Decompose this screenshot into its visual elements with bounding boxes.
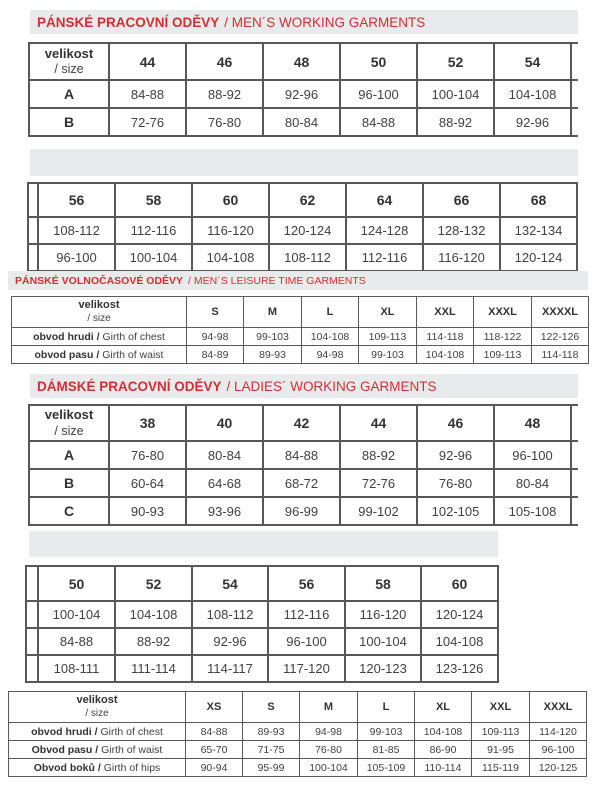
size-column-header: XS (186, 692, 243, 723)
size-value-cell: 81-85 (358, 741, 415, 759)
table-edge-sliver (571, 469, 578, 497)
size-value-cell: 108-112 (192, 601, 268, 628)
size-table-row (29, 80, 578, 108)
size-value-cell: 104-108 (115, 601, 192, 628)
size-value-cell: 108-112 (269, 244, 346, 271)
size-column-header: S (187, 297, 244, 328)
size-column-header: 38 (109, 405, 186, 441)
size-value-cell: 93-96 (186, 497, 263, 525)
size-value-cell: 84-89 (187, 346, 244, 364)
size-column-header: 60 (421, 566, 498, 601)
section-title-cs: PÁNSKÉ VOLNOČASOVÉ ODĚVY (15, 274, 184, 287)
section-title-cs: PÁNSKÉ PRACOVNÍ ODĚVY (37, 14, 220, 30)
table-edge-sliver (26, 628, 38, 655)
size-value-cell: 84-88 (263, 441, 340, 469)
size-value-cell: 114-120 (530, 723, 587, 741)
size-column-header: XXL (417, 297, 474, 328)
measurement-label-en: Girth of chest (100, 725, 163, 738)
size-column-header: 58 (115, 183, 192, 217)
size-value-cell: 104-108 (417, 346, 474, 364)
measurement-label (9, 723, 186, 741)
size-value-cell: 80-84 (186, 441, 263, 469)
section-title-cs: DÁMSKÉ PRACOVNÍ ODĚVY (37, 378, 222, 394)
size-column-header: 62 (269, 183, 346, 217)
size-column-header: 46 (186, 43, 263, 80)
size-value-cell: 117-120 (268, 655, 345, 682)
size-value-cell: 109-113 (472, 723, 530, 741)
size-value-cell: 68-72 (263, 469, 340, 497)
size-value-cell: 100-104 (115, 244, 192, 271)
size-value-cell: 104-108 (192, 244, 269, 271)
size-value-cell: 84-88 (186, 723, 243, 741)
size-column-header: 48 (494, 405, 571, 441)
measurement-label (12, 328, 187, 346)
measurement-label-en: Girth of waist (102, 348, 164, 361)
size-column-header: S (243, 692, 300, 723)
size-column-header: 58 (345, 566, 421, 601)
measurement-label-en: Girth of waist (101, 743, 163, 756)
size-table-header-row (9, 692, 587, 723)
size-value-cell: 90-93 (109, 497, 186, 525)
size-table-row (12, 346, 589, 364)
size-value-cell: 84-88 (38, 628, 115, 655)
section-divider-bar (30, 149, 578, 176)
size-table-row (9, 741, 587, 759)
size-column-header: 56 (38, 183, 115, 217)
size-value-cell: 84-88 (340, 108, 417, 136)
table-edge-sliver (571, 497, 578, 525)
section-title-en: / MEN´S WORKING GARMENTS (224, 14, 426, 30)
size-value-cell: 114-117 (192, 655, 268, 682)
section-header-mens-leisure (8, 271, 588, 290)
size-table-row (26, 628, 498, 655)
size-value-cell: 122-126 (532, 328, 589, 346)
size-column-header: XL (359, 297, 417, 328)
size-table-row (26, 655, 498, 682)
size-table-row (29, 497, 578, 525)
size-value-cell: 72-76 (109, 108, 186, 136)
size-value-cell: 94-98 (300, 723, 358, 741)
size-column-header: XXL (472, 692, 530, 723)
size-value-cell: 110-114 (415, 759, 472, 777)
size-value-cell: 89-93 (244, 346, 302, 364)
size-label-line2: / size (87, 312, 111, 324)
size-column-header: 48 (263, 43, 340, 80)
size-column-header: M (244, 297, 302, 328)
size-value-cell: 111-114 (115, 655, 192, 682)
table-edge-sliver (26, 566, 38, 601)
size-column-header: 42 (263, 405, 340, 441)
section-title-en: / MEN´S LEISURE TIME GARMENTS (188, 274, 366, 287)
size-value-cell: 104-108 (421, 628, 498, 655)
size-value-cell: 118-122 (474, 328, 532, 346)
size-column-header: 64 (346, 183, 423, 217)
size-table-row (12, 328, 589, 346)
size-value-cell: 86-90 (415, 741, 472, 759)
measurement-label-cs: obvod pasu / (34, 348, 103, 361)
size-column-header: 40 (186, 405, 263, 441)
size-column-header: XL (415, 692, 472, 723)
size-table (11, 296, 589, 364)
size-column-header: 56 (268, 566, 345, 601)
size-value-cell: 115-119 (472, 759, 530, 777)
size-column-header: 54 (192, 566, 268, 601)
size-value-cell: 99-103 (358, 723, 415, 741)
size-value-cell: 124-128 (346, 217, 423, 244)
size-value-cell: 88-92 (417, 108, 494, 136)
size-column-header: 50 (340, 43, 417, 80)
size-table-row (26, 601, 498, 628)
ladies-measurements-table (8, 691, 587, 777)
size-value-cell: 72-76 (340, 469, 417, 497)
mens-leisure-table (11, 296, 589, 364)
section-divider-bar (29, 531, 498, 557)
size-label-header (29, 405, 109, 441)
size-table-header-row (29, 405, 578, 441)
size-column-header: L (358, 692, 415, 723)
size-value-cell: 88-92 (340, 441, 417, 469)
row-label: B (29, 469, 109, 497)
section-title-en: / LADIES´ WORKING GARMENTS (226, 378, 437, 394)
size-value-cell: 84-88 (109, 80, 186, 108)
row-label: C (29, 497, 109, 525)
section-header-mens-working (30, 10, 578, 34)
size-column-header: L (302, 297, 359, 328)
size-value-cell: 120-124 (500, 244, 577, 271)
table-edge-sliver (571, 43, 578, 80)
section-header-ladies-working (30, 374, 578, 398)
size-value-cell: 99-103 (244, 328, 302, 346)
size-value-cell: 100-104 (345, 628, 421, 655)
size-value-cell: 116-120 (345, 601, 421, 628)
size-label-line1: velikost (78, 299, 120, 312)
size-value-cell: 128-132 (423, 217, 500, 244)
size-value-cell: 65-70 (186, 741, 243, 759)
size-label-header (29, 43, 109, 80)
size-value-cell: 96-100 (340, 80, 417, 108)
row-label: B (29, 108, 109, 136)
size-value-cell: 92-96 (263, 80, 340, 108)
size-column-header: 68 (500, 183, 577, 217)
size-table-row (29, 469, 578, 497)
size-value-cell: 94-98 (187, 328, 244, 346)
size-table (25, 565, 499, 683)
size-table (27, 182, 578, 272)
size-value-cell: 96-100 (268, 628, 345, 655)
size-value-cell: 104-108 (415, 723, 472, 741)
size-value-cell: 105-108 (494, 497, 571, 525)
measurement-label-cs: Obvod pasu / (31, 743, 102, 756)
size-value-cell: 80-84 (263, 108, 340, 136)
size-label-line2: / size (85, 707, 109, 719)
size-column-header: XXXXL (532, 297, 589, 328)
size-table-header-row (26, 566, 498, 601)
size-value-cell: 76-80 (186, 108, 263, 136)
size-column-header: 60 (192, 183, 269, 217)
table-edge-sliver (571, 108, 578, 136)
size-table (28, 42, 578, 137)
size-table (28, 404, 578, 526)
size-value-cell: 90-94 (186, 759, 243, 777)
size-column-header: 52 (417, 43, 494, 80)
size-column-header: 66 (423, 183, 500, 217)
table-edge-sliver (571, 80, 578, 108)
size-value-cell: 108-111 (38, 655, 115, 682)
size-table-header-row (28, 183, 577, 217)
size-column-header: 50 (38, 566, 115, 601)
size-value-cell: 112-116 (268, 601, 345, 628)
size-column-header: 44 (340, 405, 417, 441)
size-column-header: M (300, 692, 358, 723)
measurement-label-cs: obvod hrudi / (33, 330, 103, 343)
size-value-cell: 96-100 (38, 244, 115, 271)
row-label: A (29, 80, 109, 108)
size-label-line1: velikost (76, 694, 118, 707)
size-value-cell: 96-99 (263, 497, 340, 525)
size-value-cell: 109-113 (474, 346, 532, 364)
size-table-header-row (12, 297, 589, 328)
measurement-label-en: Girth of chest (102, 330, 165, 343)
measurement-label (9, 759, 186, 777)
size-value-cell: 88-92 (115, 628, 192, 655)
size-label-line1: velikost (44, 407, 94, 423)
size-value-cell: 94-98 (302, 346, 359, 364)
size-value-cell: 120-124 (421, 601, 498, 628)
size-value-cell: 95-99 (243, 759, 300, 777)
table-edge-sliver (26, 601, 38, 628)
mens-sizes-table-56-68 (27, 182, 578, 272)
measurement-label-en: Girth of hips (103, 761, 161, 774)
size-column-header: XXXL (474, 297, 532, 328)
size-value-cell: 102-105 (417, 497, 494, 525)
ladies-sizes-table-50-60 (25, 565, 499, 683)
size-value-cell: 96-100 (494, 441, 571, 469)
table-edge-sliver (28, 217, 38, 244)
size-value-cell: 100-104 (300, 759, 358, 777)
size-value-cell: 104-108 (302, 328, 359, 346)
size-value-cell: 92-96 (192, 628, 268, 655)
size-table-row (28, 244, 577, 271)
size-value-cell: 112-116 (346, 244, 423, 271)
size-value-cell: 80-84 (494, 469, 571, 497)
size-label-line2: / size (54, 62, 84, 77)
measurement-label (9, 741, 186, 759)
size-column-header: XXXL (530, 692, 587, 723)
size-label-header (9, 692, 186, 723)
size-column-header: 54 (494, 43, 571, 80)
size-column-header: 46 (417, 405, 494, 441)
measurement-label-cs: Obvod boků / (33, 761, 104, 774)
size-value-cell: 132-134 (500, 217, 577, 244)
size-value-cell: 92-96 (494, 108, 571, 136)
size-value-cell: 116-120 (423, 244, 500, 271)
size-value-cell: 64-68 (186, 469, 263, 497)
size-label-header (12, 297, 187, 328)
size-label-line1: velikost (44, 45, 94, 61)
size-table-row (29, 441, 578, 469)
size-label-line2: / size (54, 423, 84, 438)
size-value-cell: 120-124 (269, 217, 346, 244)
size-table-row (9, 759, 587, 777)
table-edge-sliver (571, 405, 578, 441)
size-table (8, 691, 587, 777)
size-value-cell: 76-80 (109, 441, 186, 469)
row-label: A (29, 441, 109, 469)
ladies-sizes-table-38-48 (28, 404, 578, 526)
table-edge-sliver (26, 655, 38, 682)
size-column-header: 52 (115, 566, 192, 601)
size-value-cell: 100-104 (417, 80, 494, 108)
size-value-cell: 120-125 (530, 759, 587, 777)
size-value-cell: 92-96 (417, 441, 494, 469)
size-table-row (9, 723, 587, 741)
size-value-cell: 91-95 (472, 741, 530, 759)
size-value-cell: 96-100 (530, 741, 587, 759)
size-value-cell: 104-108 (494, 80, 571, 108)
size-value-cell: 88-92 (186, 80, 263, 108)
size-value-cell: 123-126 (421, 655, 498, 682)
size-value-cell: 71-75 (243, 741, 300, 759)
size-value-cell: 114-118 (532, 346, 589, 364)
size-value-cell: 60-64 (109, 469, 186, 497)
size-value-cell: 89-93 (243, 723, 300, 741)
size-value-cell: 116-120 (192, 217, 269, 244)
size-value-cell: 76-80 (300, 741, 358, 759)
size-table-header-row (29, 43, 578, 80)
size-value-cell: 105-109 (358, 759, 415, 777)
size-value-cell: 112-116 (115, 217, 192, 244)
size-value-cell: 109-113 (359, 328, 417, 346)
table-edge-sliver (28, 183, 38, 217)
table-edge-sliver (28, 244, 38, 271)
size-table-row (29, 108, 578, 136)
size-value-cell: 99-102 (340, 497, 417, 525)
measurement-label-cs: obvod hrudi / (31, 725, 101, 738)
size-value-cell: 120-123 (345, 655, 421, 682)
mens-sizes-table-44-54 (28, 42, 578, 137)
size-value-cell: 114-118 (417, 328, 474, 346)
size-value-cell: 100-104 (38, 601, 115, 628)
size-value-cell: 108-112 (38, 217, 115, 244)
size-column-header: 44 (109, 43, 186, 80)
size-value-cell: 99-103 (359, 346, 417, 364)
size-table-row (28, 217, 577, 244)
table-edge-sliver (571, 441, 578, 469)
size-value-cell: 76-80 (417, 469, 494, 497)
measurement-label (12, 346, 187, 364)
